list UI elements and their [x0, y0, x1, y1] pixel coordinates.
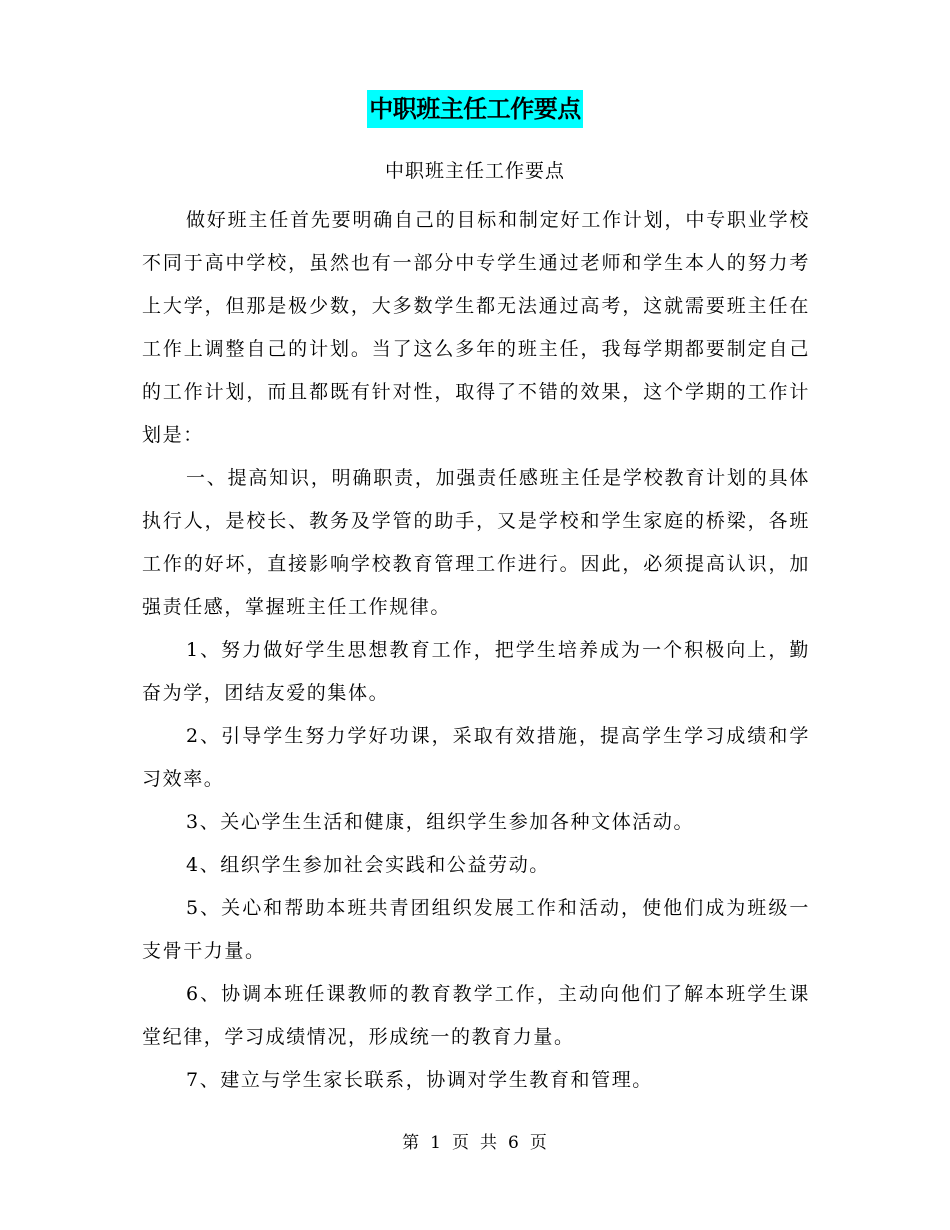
paragraph-intro: 做好班主任首先要明确自己的目标和制定好工作计划，中专职业学校不同于高中学校，虽然也有一部分中专学生通过老师和学生本人的努力考上大学，但那是极少数，大多数学生都无法通过高考，这就需要班主任在工作上调整自己的计划。当了这么多年的班主任，我每学期都要制定自己的工作计划，而且都既有针对性，取得了不错的效果，这个学期的工作计划是： — [142, 209, 810, 446]
total-page-number: 6 — [508, 1133, 520, 1153]
footer-suffix: 页 — [529, 1133, 548, 1153]
document-title: 中职班主任工作要点 — [367, 90, 583, 128]
list-item-2: 2、引导学生努力学好功课，采取有效措施，提高学生学习成绩和学习效率。 — [142, 725, 810, 790]
list-item-7: 7、建立与学生家长联系，协调对学生教育和管理。 — [186, 1069, 653, 1091]
footer-total-prefix: 共 — [480, 1133, 498, 1153]
page-footer — [0, 1130, 950, 1156]
footer-page-word: 页 — [452, 1133, 470, 1153]
title-bar — [0, 90, 950, 128]
document-subtitle: 中职班主任工作要点 — [384, 160, 565, 182]
list-item-4: 4、组织学生参加社会实践和公益劳动。 — [186, 854, 550, 876]
list-item-6: 6、协调本班任课教师的教育教学工作，主动向他们了解本班学生课堂纪律，学习成绩情况，形成统一的教育力量。 — [142, 983, 810, 1048]
footer-prefix: 第 — [402, 1133, 421, 1153]
document-body — [142, 199, 810, 1102]
list-item-5: 5、关心和帮助本班共青团组织发展工作和活动，使他们成为班级一支骨干力量。 — [142, 897, 810, 962]
current-page-number: 1 — [430, 1133, 442, 1153]
list-item-1: 1、努力做好学生思想教育工作，把学生培养成为一个积极向上，勤奋为学，团结友爱的集体。 — [142, 639, 810, 704]
list-item-3: 3、关心学生生活和健康，组织学生参加各种文体活动。 — [186, 811, 695, 833]
paragraph-section-1: 一、提高知识，明确职责，加强责任感班主任是学校教育计划的具体执行人，是校长、教务及学管的助手，又是学校和学生家庭的桥梁，各班工作的好坏，直接影响学校教育管理工作进行。因此，必须提高认识，加强责任感，掌握班主任工作规律。 — [142, 467, 810, 618]
